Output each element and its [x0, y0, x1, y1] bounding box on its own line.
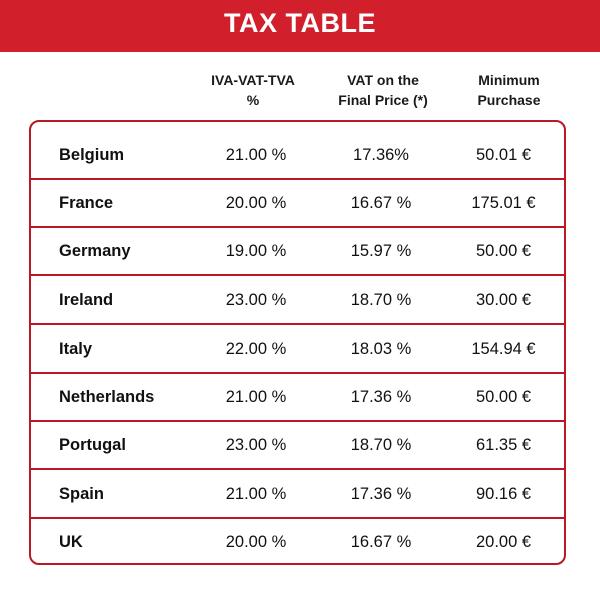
- min-purchase-cell: 154.94 €: [471, 339, 536, 358]
- iva-cell: 23.00 %: [225, 290, 287, 309]
- vat-final-cell: 17.36 %: [350, 484, 412, 503]
- min-purchase-cell: 30.00 €: [475, 290, 532, 309]
- iva-cell: 21.00 %: [225, 484, 287, 503]
- vat-final-cell: 18.70 %: [350, 435, 412, 454]
- iva-cell: 22.00 %: [225, 339, 287, 358]
- table-row: [31, 373, 564, 421]
- vat-final-cell: 15.97 %: [350, 241, 412, 260]
- country-cell: Germany: [59, 241, 131, 260]
- table-row: [31, 227, 564, 275]
- min-purchase-cell: 61.35 €: [475, 435, 532, 454]
- country-cell: Spain: [59, 484, 104, 503]
- country-cell: Italy: [59, 339, 93, 358]
- page-title: TAX TABLE: [224, 7, 376, 38]
- country-cell: Netherlands: [59, 387, 155, 406]
- country-cell: Portugal: [59, 435, 126, 454]
- vat-final-cell: 16.67 %: [350, 532, 412, 551]
- min-purchase-cell: 50.00 €: [475, 387, 532, 406]
- table-row: [31, 421, 564, 469]
- iva-cell: 21.00 %: [225, 145, 287, 164]
- column-header-iva: IVA-VAT-TVA %: [211, 72, 295, 108]
- min-purchase-cell: 90.16 €: [475, 484, 532, 503]
- iva-cell: 23.00 %: [225, 435, 287, 454]
- min-purchase-cell: 20.00 €: [475, 532, 532, 551]
- vat-final-cell: 16.67 %: [350, 193, 412, 212]
- min-purchase-cell: 175.01 €: [471, 193, 536, 212]
- column-headers: [0, 70, 600, 114]
- min-purchase-cell: 50.00 €: [475, 241, 532, 260]
- column-header-minimum-purchase: Minimum Purchase: [477, 72, 541, 108]
- min-purchase-cell: 50.01 €: [475, 145, 532, 164]
- table-row: [31, 325, 564, 373]
- iva-cell: 20.00 %: [225, 193, 287, 212]
- vat-final-cell: 18.03 %: [350, 339, 412, 358]
- country-cell: France: [59, 193, 114, 212]
- iva-cell: 21.00 %: [225, 387, 287, 406]
- table-row: [31, 131, 564, 179]
- iva-cell: 20.00 %: [225, 532, 287, 551]
- country-cell: UK: [59, 532, 83, 551]
- vat-final-cell: 18.70 %: [350, 290, 412, 309]
- country-cell: Belgium: [59, 145, 125, 164]
- country-cell: Ireland: [59, 290, 114, 309]
- table-row: [31, 470, 564, 518]
- vat-final-cell: 17.36%: [353, 145, 409, 164]
- table-row: [31, 518, 564, 565]
- vat-final-cell: 17.36 %: [350, 387, 412, 406]
- column-header-vat-final-price: VAT on the Final Price (*): [338, 72, 428, 108]
- tax-table: [29, 120, 566, 565]
- title-banner: [0, 0, 600, 52]
- table-row: [31, 276, 564, 324]
- iva-cell: 19.00 %: [225, 241, 287, 260]
- table-row: [31, 179, 564, 227]
